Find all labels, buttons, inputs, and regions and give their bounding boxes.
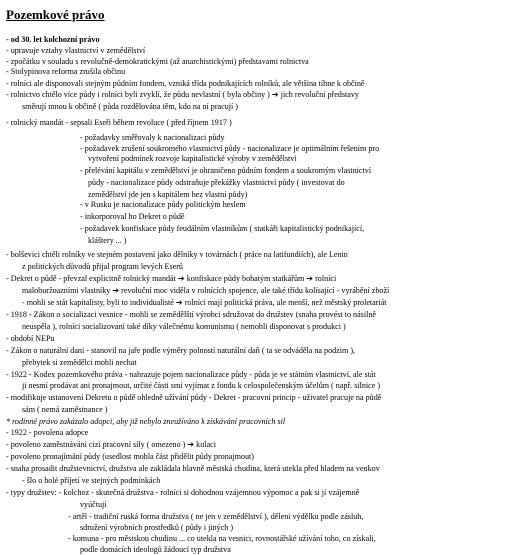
text-line: podle domácích ideologů žádoucí typ družstva <box>80 545 231 554</box>
text-line: - mohli se stát kapitalisty, byli to individualisté ➔ rolníci mají politická práva, ale menší, než městský proletariát <box>22 298 387 307</box>
page-title: Pozemkové právo <box>6 7 105 22</box>
text-line: - Stolypinova reforma zrušila občinu <box>6 67 126 76</box>
text-line: - rolnický mandát - sepsali Eseři během revoluce ( před říjnem 1917 ) <box>6 118 232 127</box>
text-line: - požadavky směřovaly k nacionalizaci půdy <box>80 133 225 142</box>
text-line: vyúčtují <box>80 500 107 509</box>
text-line: sdružení výrobních prostředků ( půdy i jiných ) <box>80 523 234 532</box>
text-line: - od 30. let kolchozní právo <box>6 35 100 44</box>
text-line: z politických důvodů přijal program levých Eserů <box>22 262 183 271</box>
text-line: - modifikuje ustanovení Dekretu o půdě ohledně užívání půdy - Dekret - pracovní princip - uživatel pracuje na půdě <box>6 393 382 402</box>
text-line: - v Rusku je nacionalizace půdy politickým heslem <box>80 200 246 209</box>
text-line: sám ( nemá zaměstnance ) <box>22 405 108 414</box>
text-line: ji nesmí prodávat ani pronajmout, určité části smí vyjímat z fondu k celospolečenským účelům ( např. silnice ) <box>22 381 381 390</box>
text-line: - inkorporoval ho Dekret o půdě <box>80 212 185 221</box>
text-line: - komuna - pro městskou chudinu ... co utekla na vesnici, rovnostářské užívání toho, co získali, <box>68 534 376 543</box>
text-line: maloburžoazními vlastníky ➔ revoluční moc viděla v rolnících spojence, ale také třídu kolísající - vyrábění zboží <box>22 286 390 295</box>
text-line: - typy družstev: - kolchoz - skutečná družstva - rolníci si dohodnou vzájemnou výpomoc a pak si jí vzájemně <box>6 488 360 497</box>
text-line: - upravuje vztahy vlastnictví v zemědělství <box>6 46 146 55</box>
text-line: - požadavek konfiskace půdy feudálním vlastníkům ( statkáři kapitalistický podnikající, <box>80 224 365 233</box>
text-line: přebytek si zemědělci mohli nechat <box>22 358 137 367</box>
text-line: - rolnictvo chtělo více půdy i rolníci byli zvyklí, že půdu nevlastní ( byla občiny ) ➔ jich revoluční představy <box>6 90 359 99</box>
text-line: směrují mnou k občině ( půda rozdělována těm, kdo na ní pracují ) <box>22 102 238 111</box>
text-line: vytvoření podmínek rozvoje kapitalistické výroby v zemědělství <box>88 154 297 163</box>
text-line: * rodinné právo zakázalo adopci, aby již nebylo zneužíváno k získávání pracovních sil <box>6 417 286 426</box>
text-line: zemědělství jde jen s kapitálem bez vlastní půdy) <box>88 190 248 199</box>
text-line: - zpočátku v souladu s revolučně-demokratickými (až anarchistickými) představami rolnictva <box>6 57 309 66</box>
text-line: půdy - nacionalizace půdy odstraňuje překážky vlastnictví půdy ( investovat do <box>88 178 345 187</box>
text-line: - snaha prosadit družstevnictví, družstva ale zakládala hlavně městská chudina, která utekla před hladem na venkov <box>6 464 380 473</box>
text-line: - 1922 - Kodex pozemkového práva - nahrazuje pojem nacionalizace půdy - půda je ve státním vlastnictví, ale stát <box>6 370 376 379</box>
text-line: - 1918 - Zákon o socializaci vesnice - mohli se zemědělští výrobci sdružovat do družstev (snaha provést to násilně <box>6 310 376 319</box>
text-line: - požadavek zrušení soukromého vlastnictví půdy - nacionalizace je optimálním řešením pro <box>80 144 380 153</box>
text-line: - bolševici chtěli rolníky ve stejném postavení jako dělníky v továrnách ( práce na latifundiích), ale Lenin <box>6 250 348 259</box>
text-line: - artěl - tradiční ruská forma družstva ( ne jen v zemědělství ), dělení výdělku podle zásluh, <box>68 512 364 521</box>
text-line: - povoleno pronajímání půdy (usedlost mohla část přidělit půdy pronajmout) <box>6 452 254 461</box>
text-line: - šlo o holé příjetí ve stejných podmínkách <box>22 476 161 485</box>
text-line: - období NEPu <box>6 334 55 343</box>
text-line: neuspěla ), rolníci socializovaní také díky válečnému komunismu ( nemohli disponovat s produkci ) <box>22 322 346 331</box>
text-line: - povoleno zaměstnávání cizí pracovní síly ( omezeno ) ➔ kulaci <box>6 440 216 449</box>
text-line: - rolníci ale disponovali stejným půdním fondem, vzniká třída podnikajících rolníků, ale většina tíhne k občině <box>6 79 365 88</box>
text-line: - Zákon o naturální dani - stanovil na jaře podle výměry polností naturální daň ( ta se odváděla na podzim ), <box>6 346 356 355</box>
text-line: - přelévání kapitálu v zemědělství je ohraničeno půdním fondem a soukromým vlastnictví <box>80 166 372 175</box>
text-line: - Dekret o půdě - převzal explicitně rolnický mandát ➔ konfiskace půdy bohatým statkářům ➔ rolníci <box>6 274 337 283</box>
text-line: - 1922 - povolena adopce <box>6 428 89 437</box>
text-line: kláštery ... ) <box>88 236 127 245</box>
